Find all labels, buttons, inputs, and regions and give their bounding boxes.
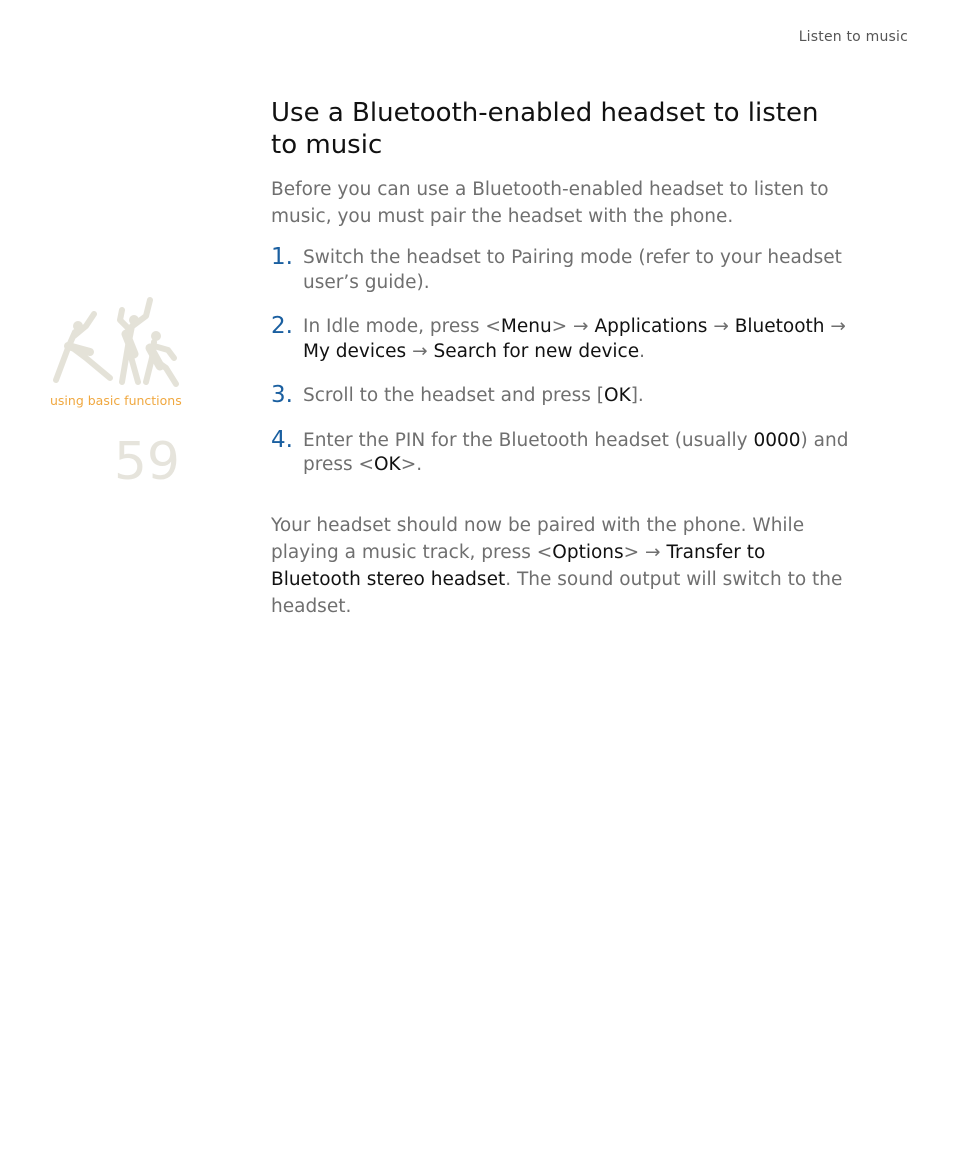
transfer-menu-item: Transfer to Bluetooth stereo headset	[271, 541, 766, 590]
pin-value: 0000	[753, 429, 801, 451]
outro-paragraph	[271, 512, 851, 620]
section-label: using basic functions	[50, 393, 182, 408]
ok-key: OK	[604, 385, 631, 406]
running-header: Listen to music	[798, 29, 908, 45]
page-number: 59	[113, 432, 180, 492]
step-text: >.	[400, 454, 423, 475]
step-text: In Idle mode, press <	[303, 316, 501, 337]
ok-key: OK	[373, 454, 401, 475]
step-number: 3.	[271, 382, 293, 408]
step-2	[271, 315, 851, 364]
arrow-text: > →	[623, 541, 667, 563]
article	[271, 97, 851, 620]
step-4	[271, 426, 851, 478]
arrow-text: > →	[551, 316, 595, 337]
step-number: 2.	[271, 313, 293, 339]
arrow-text: →	[707, 316, 735, 337]
options-key: Options	[552, 541, 624, 563]
step-3	[271, 384, 851, 409]
arrow-text: →	[406, 340, 434, 362]
step-text: Switch the headset to Pairing mode (refer to your headset user’s guide).	[303, 247, 842, 293]
arrow-text: →	[824, 316, 846, 337]
step-text: Scroll to the headset and press [	[303, 385, 605, 406]
my-devices-menu-item: My devices	[303, 340, 407, 362]
applications-menu-item: Applications	[594, 316, 708, 337]
outro-text: . The sound output will switch to the headset.	[271, 568, 843, 617]
dancers-logo	[50, 296, 182, 388]
page-title: Use a Bluetooth-enabled headset to listen to music	[271, 98, 819, 160]
step-text: ) and press <	[303, 429, 849, 475]
step-text: ].	[630, 385, 644, 406]
bluetooth-menu-item: Bluetooth	[734, 316, 825, 337]
step-number: 1.	[271, 244, 293, 270]
menu-key: Menu	[500, 316, 552, 337]
intro-paragraph: Before you can use a Bluetooth-enabled headset to listen to music, you must pair the headset with the phone.	[271, 179, 829, 227]
steps-list	[271, 246, 851, 478]
search-new-device-menu-item: Search for new device	[433, 340, 640, 362]
step-1	[271, 246, 851, 295]
step-text: Enter the PIN for the Bluetooth headset (usually	[303, 429, 754, 451]
step-number: 4.	[271, 426, 293, 453]
outro-text: Your headset should now be paired with the phone. While playing a music track, press <	[271, 514, 805, 563]
step-text: .	[639, 340, 646, 362]
